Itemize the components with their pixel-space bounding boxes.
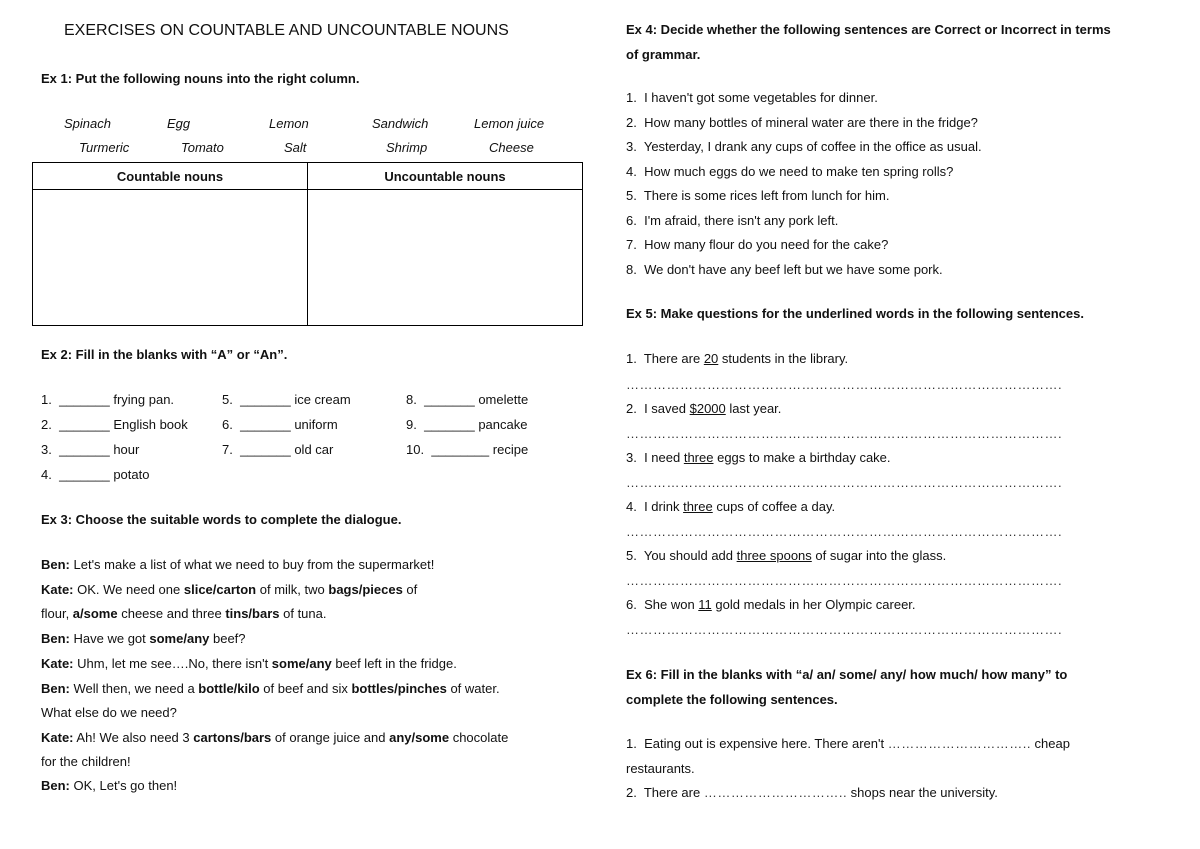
dialogue-line bbox=[41, 656, 457, 671]
noun-item: Shrimp bbox=[386, 140, 428, 155]
list-item: 8. _______ omelette bbox=[406, 392, 529, 407]
dialogue-text: of water. bbox=[446, 681, 500, 696]
ex5-heading: Ex 5: Make questions for the underlined words in the following sentences. bbox=[626, 306, 1084, 321]
list-item: 6. She won 11 gold medals in her Olympic career. bbox=[626, 597, 916, 612]
dialogue-line bbox=[41, 778, 177, 793]
dialogue-text: of tuna. bbox=[279, 606, 327, 621]
answer-blank[interactable]: _______ bbox=[59, 442, 110, 457]
list-item: 10. ________ recipe bbox=[406, 442, 529, 457]
noun-item: Salt bbox=[284, 140, 307, 155]
dialogue-emphasis: Ben: bbox=[41, 778, 70, 793]
answer-blank[interactable]: _______ bbox=[240, 417, 291, 432]
dialogue-text: cheese and three bbox=[117, 606, 226, 621]
dialogue-text: beef left in the fridge. bbox=[331, 656, 457, 671]
answer-blank[interactable]: _______ bbox=[240, 442, 291, 457]
dialogue-text: OK, Let's go then! bbox=[69, 778, 178, 793]
uncountable-answer-cell[interactable] bbox=[308, 190, 583, 326]
ex6-heading-cont: complete the following sentences. bbox=[626, 692, 838, 707]
noun-item: Egg bbox=[167, 116, 191, 131]
dialogue-emphasis: Kate: bbox=[41, 730, 74, 745]
dialogue-line bbox=[41, 582, 417, 597]
dialogue-emphasis: some/any bbox=[149, 631, 210, 646]
list-item: 1. Eating out is expensive here. There aren't ………………………….. cheap bbox=[626, 736, 1070, 751]
list-item: 8. We don't have any beef left but we have some pork. bbox=[626, 262, 943, 277]
ex1-heading: Ex 1: Put the following nouns into the right column. bbox=[41, 71, 360, 86]
dialogue-text: flour, bbox=[41, 606, 73, 621]
dialogue-text: beef? bbox=[209, 631, 246, 646]
dialogue-emphasis: Ben: bbox=[41, 681, 70, 696]
dialogue-line bbox=[41, 631, 246, 646]
dialogue-line bbox=[41, 557, 434, 572]
dialogue-text: Uhm, let me see….No, there isn't bbox=[73, 656, 272, 671]
answer-line[interactable]: ……………………………………………………………………………………. bbox=[626, 573, 1063, 588]
list-item: 7. _______ old car bbox=[222, 442, 334, 457]
dialogue-emphasis: a/some bbox=[72, 606, 118, 621]
list-item: 1. I haven't got some vegetables for dinner. bbox=[626, 90, 878, 105]
list-item: 2. There are ………………………….. shops near the university. bbox=[626, 785, 998, 800]
dialogue-text: Well then, we need a bbox=[69, 681, 199, 696]
dialogue-text: of milk, two bbox=[256, 582, 329, 597]
ex6-heading: Ex 6: Fill in the blanks with “a/ an/ some/ any/ how much/ how many” to bbox=[626, 667, 1068, 682]
answer-line[interactable]: ……………………………………………………………………………………. bbox=[626, 426, 1063, 441]
answer-line[interactable]: ……………………………………………………………………………………. bbox=[626, 377, 1063, 392]
answer-blank[interactable]: _______ bbox=[240, 392, 291, 407]
dialogue-text: OK. We need one bbox=[73, 582, 184, 597]
answer-blank[interactable]: _______ bbox=[424, 392, 475, 407]
list-item: 4. I drink three cups of coffee a day. bbox=[626, 499, 836, 514]
answer-line[interactable]: ……………………………………………………………………………………. bbox=[626, 524, 1063, 539]
dialogue-emphasis: cartons/bars bbox=[193, 730, 272, 745]
ex2-heading: Ex 2: Fill in the blanks with “A” or “An”. bbox=[41, 347, 288, 362]
page-title: EXERCISES ON COUNTABLE AND UNCOUNTABLE NOUNS bbox=[64, 22, 509, 39]
list-item: 3. Yesterday, I drank any cups of coffee in the office as usual. bbox=[626, 139, 982, 154]
dialogue-text: for the children! bbox=[41, 754, 131, 769]
list-item: 4. _______ potato bbox=[41, 467, 150, 482]
answer-blank[interactable]: _______ bbox=[59, 467, 110, 482]
noun-item: Tomato bbox=[181, 140, 224, 155]
dialogue-emphasis: bottle/kilo bbox=[198, 681, 260, 696]
dialogue-text: of bbox=[402, 582, 418, 597]
list-item: 5. There is some rices left from lunch for him. bbox=[626, 188, 890, 203]
dialogue-text: What else do we need? bbox=[41, 705, 177, 720]
dialogue-emphasis: any/some bbox=[389, 730, 450, 745]
list-item: 2. _______ English book bbox=[41, 417, 188, 432]
dialogue-emphasis: Kate: bbox=[41, 582, 74, 597]
dialogue-line bbox=[41, 606, 326, 621]
answer-blank[interactable]: _______ bbox=[424, 417, 475, 432]
answer-blank[interactable]: _______ bbox=[59, 417, 110, 432]
list-item: 2. I saved $2000 last year. bbox=[626, 401, 782, 416]
dialogue-line bbox=[41, 681, 500, 696]
noun-item: Cheese bbox=[489, 140, 534, 155]
answer-line[interactable]: ……………………………………………………………………………………. bbox=[626, 475, 1063, 490]
list-item: 3. I need three eggs to make a birthday cake. bbox=[626, 450, 891, 465]
list-item: 2. How many bottles of mineral water are there in the fridge? bbox=[626, 115, 978, 130]
list-item: 1. _______ frying pan. bbox=[41, 392, 175, 407]
dialogue-text: of beef and six bbox=[259, 681, 352, 696]
answer-blank[interactable]: ________ bbox=[431, 442, 490, 457]
dialogue-line bbox=[41, 730, 508, 745]
answer-blank[interactable]: _______ bbox=[59, 392, 110, 407]
answer-line[interactable]: ……………………………………………………………………………………. bbox=[626, 622, 1063, 637]
noun-item: Sandwich bbox=[372, 116, 429, 131]
answer-blank[interactable]: ………………………….. bbox=[887, 736, 1031, 751]
dialogue-emphasis: slice/carton bbox=[183, 582, 257, 597]
answer-blank[interactable]: ………………………….. bbox=[703, 785, 848, 800]
dialogue-emphasis: some/any bbox=[271, 656, 332, 671]
noun-item: Lemon bbox=[269, 116, 309, 131]
dialogue-emphasis: Kate: bbox=[41, 656, 74, 671]
list-item: 1. There are 20 students in the library. bbox=[626, 351, 849, 366]
countable-answer-cell[interactable] bbox=[33, 190, 308, 326]
dialogue-emphasis: bottles/pinches bbox=[351, 681, 447, 696]
dialogue-text: Let's make a list of what we need to buy from the supermarket! bbox=[69, 557, 435, 572]
noun-item: Turmeric bbox=[79, 140, 130, 155]
dialogue-text: Have we got bbox=[69, 631, 150, 646]
noun-item: Spinach bbox=[64, 116, 111, 131]
dialogue-emphasis: tins/bars bbox=[225, 606, 280, 621]
noun-sort-table bbox=[32, 162, 583, 326]
list-item: 4. How much eggs do we need to make ten spring rolls? bbox=[626, 164, 954, 179]
list-item-cont: restaurants. bbox=[626, 761, 695, 776]
dialogue-line bbox=[41, 705, 177, 720]
ex4-heading: Ex 4: Decide whether the following sentences are Correct or Incorrect in terms bbox=[626, 22, 1111, 37]
dialogue-emphasis: bags/pieces bbox=[328, 582, 403, 597]
ex4-heading-cont: of grammar. bbox=[626, 47, 701, 62]
list-item: 7. How many flour do you need for the cake? bbox=[626, 237, 889, 252]
dialogue-emphasis: Ben: bbox=[41, 557, 70, 572]
dialogue-emphasis: Ben: bbox=[41, 631, 70, 646]
list-item: 5. _______ ice cream bbox=[222, 392, 351, 407]
list-item: 6. I'm afraid, there isn't any pork left. bbox=[626, 213, 839, 228]
dialogue-text: chocolate bbox=[449, 730, 509, 745]
dialogue-text: of orange juice and bbox=[271, 730, 390, 745]
list-item: 5. You should add three spoons of sugar into the glass. bbox=[626, 548, 947, 563]
list-item: 6. _______ uniform bbox=[222, 417, 338, 432]
uncountable-column-header: Uncountable nouns bbox=[308, 163, 583, 190]
dialogue-text: Ah! We also need 3 bbox=[73, 730, 194, 745]
list-item: 9. _______ pancake bbox=[406, 417, 528, 432]
noun-item: Lemon juice bbox=[474, 116, 545, 131]
countable-column-header: Countable nouns bbox=[33, 163, 308, 190]
ex3-heading: Ex 3: Choose the suitable words to complete the dialogue. bbox=[41, 512, 402, 527]
list-item: 3. _______ hour bbox=[41, 442, 140, 457]
dialogue-line bbox=[41, 754, 131, 769]
